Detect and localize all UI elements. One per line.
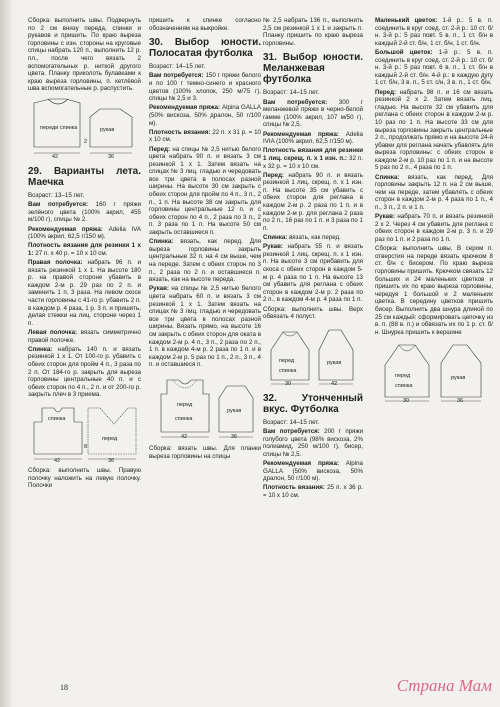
- section-title-32: 32. Утонченный вкус. Футболка: [263, 392, 363, 415]
- fig30-label-dim-b: 36: [231, 433, 238, 440]
- col1-back: набрать 140 п. и вязать резинкой 1 х 1. От 100-го р. убавить с обеих сторон для пройм 4 п., 3 раза по 2 п. От 184-го р. закрыть для выреза горловины центральные 40 п. и с обеих сторон по 4 п., 2 п. и от 200-го р. закрыть плеч в 3 приема.: [28, 345, 141, 399]
- col3-needs2: 200 г пряжи голубого цвета (98% вискоза, 2% полиамид, 250 м/100 г), бисер, спицы № 2,5.: [263, 427, 363, 458]
- col1-needs: 160 г пряжи зелёного цвета (100% акрил, 455 м/100 г), спицы № 2.: [28, 201, 141, 224]
- col1-left: вязать симметрично правой полочке.: [28, 329, 141, 344]
- col1-density-label: Плотность вязания для резинки 1 х 1:: [28, 242, 141, 257]
- fig31-label-sleeve: рукав: [327, 359, 342, 366]
- col2-needs-label: Вам потребуется:: [149, 72, 204, 80]
- fig28-label-dim-c: 36: [108, 153, 115, 160]
- col4-small-flower-label: Маленький цветок:: [375, 17, 438, 24]
- fig30-label-front: перед: [177, 401, 193, 408]
- col3-front: набрать 90 п. и вязать резинкой 1 лиц. скрещ. п. x 1 изн. п. На высоте 35 см убавить с обеих сторон для реглана в каждом 2-м р. 2 раза по 1 п. и в каждом 2-м р. для реглана 2 раза по 2 п., 16 раз по 1 п. и 3 раза по 1 п.: [263, 171, 363, 232]
- col3-density: 32 п. x 32 р. = 10 x 10 см.: [263, 154, 364, 170]
- column-3: [263, 17, 363, 501]
- col2-needs: 150 г пряжи белого и по 100 г темно-синего и красного цветов (100% хлопок, 250 м/75 г), спицы № 2,5 и 3.: [149, 72, 261, 103]
- pattern-diagram-30: [149, 372, 261, 442]
- fig31-label-back: спинка: [279, 367, 297, 374]
- col1-yarn: Adelia IVA (100% акрил, 62,5 г/150 м).: [28, 225, 141, 241]
- col2-front: на спицы № 2,5 нитью белого цвета набрать 90 п. и вязать 3 см резинкой 1 х 1. Затем вязать на спицах № 3 лиц. гладью и чередовать все три цвета в полосах разной ширины. На высоте 30 см закрыть с обеих сторон для пройм по 4 п., 3 п., 2 п., 1 п. На высоте 38 см закрыть для горловины центральные 12 п. и с обеих сторон по 4 п., 2 раза по 3 п., 2 п. 3 раза по 1 п. На высоте 50 см закрыть оставшиеся п.: [149, 145, 261, 237]
- fig32-label-dim-a: 30: [403, 398, 410, 405]
- col3-density2: 25 п. x 36 р. = 10 x 10 см.: [263, 484, 363, 499]
- fig31-label-dim-b: 42: [331, 380, 338, 387]
- col1-back-label: Спинка:: [28, 345, 53, 353]
- col3-needs2-label: Вам потребуется:: [263, 427, 320, 435]
- col2-assembly: Сборка: вязать швы. Для планки выреза горловины на спицы: [149, 444, 261, 460]
- col4-sleeve-label: Рукав:: [375, 213, 395, 221]
- fig29-label-back: спинка: [48, 415, 66, 422]
- col2-yarn: Alpina GALLA (50% вискоза, 50% дралон, 50 г/100 м).: [149, 104, 261, 127]
- col1-front: набрать 96 п. и вязать резинкой 1 х 1. На высоте 180 р. на правой стороне убавить в каждом 2-м р. 29 раз по 2 п. и заменить 1 п. 3 раза. На левом скосе части горловины с 41-го р. убавить 2 п. в каждом р. 4 раза, 1 р. 3 п. и пришить, делая стежки на лиц. стороне через 1 п.: [28, 259, 141, 327]
- col2-intro: пришить к спинке согласно обозначениям на выкройке.: [149, 17, 261, 32]
- pattern-diagram-29: [28, 402, 141, 464]
- col3-yarn-label: Рекомендуемая пряжа:: [263, 130, 339, 138]
- col4-front-label: Перед:: [375, 88, 397, 96]
- fig31-label-front: перед: [279, 357, 295, 364]
- col4-sleeve: набрать 70 п. и вязать резинкой 2 х 2. Через 4 см убавить для реглана с обеих сторон в каждом 2-м р. 3 п. и 29 раз по 1 п. и 2 раза по 1 п.: [375, 213, 493, 243]
- fig32-label-dim-b: 36: [457, 398, 464, 405]
- fig29-label-dim-c: 36: [108, 457, 115, 464]
- col3-needs: 300 г меланжевой пряжи в черно-белой гамме (100% акрил, 107 м/50 г), спицы № 2,5.: [263, 98, 363, 129]
- col2-density: 22 п. x 31 р. = 10 x 10 см.: [149, 128, 261, 144]
- fig28-label-sleeve: рукав: [100, 126, 115, 133]
- col3-needs-label: Вам потребуется:: [263, 98, 328, 106]
- col1-age: Возраст: 13–15 лет.: [28, 191, 85, 199]
- fig32-label-back: спинка: [395, 383, 413, 390]
- col2-back-label: Спинка:: [149, 238, 174, 246]
- col2-sleeve: на спицы № 2,5 нитью белого цвета набрать 60 п. и вязать 3 см резинкой 1 х 1. Затем вязать на спицах № 3 лиц. гладью и чередовать все три цвета в полосах разной ширины. Вязать прямо, на высоте 16 см закрыть с обеих сторон для оката в каждом 2-м р. 4 п., 3 п., 2 раза по 2 п., 1 п. в каждом 4-м р. 2 раза по 1 п. и в каждом 2-м р. 5 раз по 1 п., 2 п., 3 п., 4 п. и оставшиеся п.: [149, 285, 261, 369]
- col1-needs-label: Вам потребуется:: [28, 201, 89, 209]
- col1-yarn-label: Рекомендуемая пряжа:: [28, 225, 103, 233]
- fig31-label-dim-a: 30: [285, 380, 292, 387]
- col4-small-flower: 1-й р.: 5 в. п. соединить в круг соед. ст. 2-й р.: 10 ст. б/н. 3-й р.: 5 раз повт. 5 в. п., 1 ст. б/н в каждый 2-й ст. б/н, 1 ст. б/н, 1 ст. б/н.: [375, 17, 493, 47]
- col3-density2-label: Плотность вязания:: [263, 484, 325, 492]
- col1-left-label: Левая полочка:: [28, 329, 78, 336]
- col4-assembly: Сборка: выполнить швы. В сером п. отверстия на переде вязать крючком 8 ст. б/н с бисером. По краю выреза горловины пришить. Крючком связать 12 больших и 24 маленьких цветков и пришить их по краю выреза горловины, чередуя 1 большой и 2 маленьких цветка. В середину цветков пришить бисер. Выполнить два шнура длиной по 25 см каждый: сформировать цепочку из в. п. (88 в. п.) и обвязать их по 1 р. ст. б/н. Шнурка пришить к вершине: [375, 245, 493, 336]
- col1-assembly: Сборка: выполнить швы. Правую полочку наложить на левую полочку. Полочки: [28, 466, 141, 490]
- col2-age: Возраст: 14–15 лет.: [149, 63, 206, 71]
- pattern-diagram-32: [375, 339, 493, 405]
- fig32-label-sleeve: рукав: [451, 375, 466, 382]
- col2-yarn-label: Рекомендуемая пряжа:: [149, 104, 221, 112]
- fig30-label-back: спинка: [175, 415, 193, 422]
- col4-big-flower: 1-й р.: 5 в. п. соединить в круг соед. ст. 2-й р.: 10 ст. б/н. 3-й р.: 5 раз повт. 6 в. п., 1 ст. б/н в каждый 2-й ст. б/н. 4-й р.: в каждую дугу 1 ст. б/н, 3 в. п., 5 ст. с/н, 3 в. п., 1 ст. б/н.: [375, 48, 493, 87]
- col3-yarn: Adelia IVIA (100% акрил, 62,5 г/150 м).: [263, 130, 363, 146]
- col2-back: вязать, как перед. Для выреза горловины закрыть центральные 32 п. на 4 см выше, чем на переде. Затем с обеих сторон по 3 п., 2 раза по 2 п. и оставшиеся п. вязать, как на высоте переда.: [149, 238, 261, 284]
- col3-age: Возраст: 14–15 лет.: [263, 89, 320, 97]
- col3-yarn2: Alpina GALLA (50% вискоза, 50% дралон, 50 г/100 м).: [263, 459, 363, 483]
- col3-yarn2-label: Рекомендуемая пряжа:: [263, 459, 339, 467]
- fig30-label-dim-a: 42: [181, 433, 188, 440]
- col2-sleeve-label: Рукав:: [149, 285, 169, 293]
- fig29-label-dim-b: 42: [54, 457, 61, 464]
- col4-front: набрать 98 п. и 16 см вязать резинкой 2 х 2. Затем вязать лиц. гладью. На высоте 32 см убавить для реглана с обеих сторон в каждом 2-м р. 10 раз по 1 п. На высоте 33 см для выреза горловины закрыть центральные 2 п., продолжать прямо и на высоте 24-й убавки для реглана начать убавлять для выреза горловины: с обеих сторон в каждом 2-м р. 10 раз по 1 п. и на высоте 5 раз по 2 п., 4 раза по 1 п.: [375, 88, 493, 172]
- pattern-diagram-31: [263, 324, 363, 388]
- fig29-label-front: перед: [102, 435, 118, 442]
- section-title-31: 31. Выбор юности. Меланжевая футболка: [263, 52, 363, 86]
- col2-front-label: Перед:: [149, 145, 171, 153]
- col3-back: вязать, как перед.: [289, 234, 341, 242]
- section-title-30: 30. Выбор юности. Полосатая футболка: [149, 37, 261, 60]
- col2-density-label: Плотность вязания:: [149, 128, 211, 136]
- col3-sleeve: набрать 55 п. и вязать резинкой 1 лиц. скрещ. п. x 1 изн. п. На высоте 3 см прибавить для скоса с обеих сторон в каждом 5-м р. 4 раза по 1 п. На высоте 13 см убавить для реглана с обеих сторон в каждом 2-м р. 2 раза по 2 п., в каждом 4-м р. 4 раза по 1 п.: [263, 243, 363, 304]
- col3-density-label: Плотность вязания для резинки 1 лиц. скрещ. п. x 1 изн. п.:: [263, 147, 363, 162]
- column-1: [28, 17, 141, 491]
- column-4: [375, 17, 493, 405]
- col1-front-label: Правая полочка:: [28, 259, 83, 267]
- col1-density: 27 п. x 40 р. = 10 x 10 см.: [35, 249, 108, 257]
- section-title-29: 29. Варианты лета. Маечка: [28, 165, 141, 188]
- col3-age2: Возраст: 14–15 лет.: [263, 418, 320, 426]
- fig28-label-front-back: переди спинка: [40, 124, 78, 131]
- column-2: [149, 17, 261, 462]
- fig28-label-dim-b: 42: [52, 153, 59, 160]
- col4-back: вязать, как перед. Для горловины закрыть 12 п. на 2 см выше, чем на переде, затем убавлять с обеих сторон в каждом 2-м р. 4 раза по 1 п., 4 п., 3 п., 2 п. и 1 п.: [375, 173, 493, 212]
- pattern-diagram-28: [28, 95, 141, 161]
- col3-front-label: Перед:: [263, 171, 285, 179]
- col1-intro: Сборка: выполнить швы. Подвернуть по 2 см внизу переда, спинки и рукавов и пришить. По краю выреза горловины с изн. стороны на круговые спицы набрать 120 п., выполнить 12 р. пл., после чего вязать 2 вспомогательных р. ниткой другого цвета. Планку приколоть булавками к краю выреза горловины, п. кетлёвой шва вспомогательные р. распустить.: [28, 17, 141, 93]
- col3-assembly: Сборка: выполнить швы. Верх обвязать 4 полуст.: [263, 305, 363, 321]
- fig29-label-dim-a: 8: [84, 443, 88, 450]
- watermark-logo: Страна Мам: [396, 676, 492, 695]
- fig28-label-dim-a: 2: [84, 138, 88, 145]
- fig30-label-sleeve: рукав: [227, 407, 242, 414]
- col3-intro: № 2,5 набрать 136 п., выполнить 2,5 см резинкой 1 х 1 и закрыть п. Планку пришить по краю выреза горловины.: [263, 17, 363, 47]
- col4-big-flower-label: Большой цветок:: [375, 48, 433, 56]
- col3-back-label: Спинка:: [263, 234, 288, 242]
- page-binding-edge: [0, 0, 12, 707]
- col3-sleeve-label: Рукав:: [263, 243, 283, 251]
- fig32-label-front: перед: [395, 373, 411, 380]
- page-number: 18: [60, 683, 68, 692]
- col4-back-label: Спинка:: [375, 173, 400, 181]
